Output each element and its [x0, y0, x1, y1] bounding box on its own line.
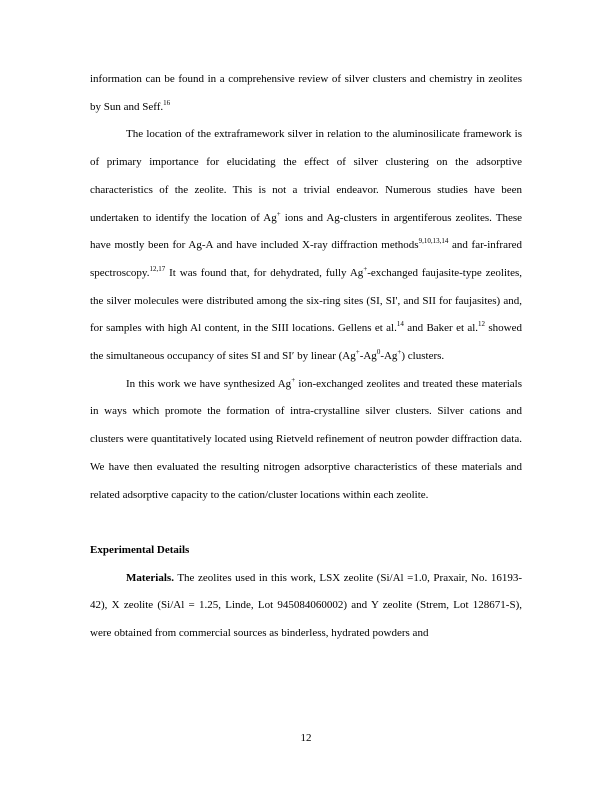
- text: The zeolites used in this work, LSX zeolite (Si/Al =1.0, Praxair, No. 16193-42), X zeolite (Si/Al = 1.25, Linde, Lot 945084060002) and Y zeolite (Strem, Lot 128671-S), were obtained from commercial sources as binderless, hydrated powders and: [90, 571, 522, 640]
- text: ion-exchanged zeolites and treated these materials in ways which promote the formation of intra-crystalline silver clusters. Silver cations and clusters were quantitatively located using Rietveld refinement of neutron powder diffraction data. We have then evaluated the resulting nitrogen adsorptive characteristics of these materials and related adsorptive capacity to the cation/cluster locations within each zeolite.: [90, 377, 522, 501]
- paragraph-3: [90, 371, 522, 510]
- text: It was found that, for dehydrated, fully Ag: [165, 266, 364, 279]
- reference: 16: [163, 98, 171, 107]
- text: -Ag: [359, 350, 377, 363]
- paragraph-4: [90, 565, 522, 648]
- paragraph-2: [90, 121, 522, 370]
- text: -exchanged faujasite-type zeolites, the silver molecules were distributed among the six-ring sites (SI, SI', and SII for faujasites) and, for samples with high Al content, in the SIII locations. Gellens et al.: [90, 266, 522, 335]
- text: information can be found in a comprehensive review of silver clusters and chemistry in zeolites by Sun and Seff.: [90, 73, 522, 113]
- section-heading: Experimental Details: [90, 543, 190, 556]
- superscript: +: [291, 375, 296, 384]
- text: showed the simultaneous occupancy of sites SI and SI′ by linear (Ag: [90, 322, 523, 363]
- spacer: [90, 509, 522, 537]
- superscript: +: [276, 209, 281, 218]
- text: ) clusters.: [401, 350, 445, 363]
- text: and far-infrared spectroscopy.: [90, 239, 523, 279]
- text: ions and Ag-clusters in argentiferous zeolites. These have mostly been for Ag-A and have included X-ray diffraction methods: [90, 211, 522, 252]
- paragraph-1: [90, 66, 522, 121]
- text: -Ag: [380, 350, 398, 363]
- run-in-heading: Materials.: [126, 571, 174, 584]
- superscript: +: [355, 348, 360, 357]
- superscript: +: [397, 348, 402, 357]
- text: The location of the extraframework silver in relation to the aluminosilicate framework is of primary importance for elucidating the effect of silver clustering on the adsorptive characteristics of the zeolite. This is not a trivial endeavor. Numerous studies have been undertaken to identify the location of Ag: [90, 128, 522, 224]
- reference: 12,17: [149, 264, 166, 273]
- text: In this work we have synthesized Ag: [126, 377, 292, 390]
- page-number: 12: [300, 732, 312, 744]
- text: and Baker et al.: [403, 322, 479, 335]
- reference: 12: [478, 320, 486, 329]
- superscript: 0: [376, 348, 381, 357]
- reference: 14: [396, 320, 404, 329]
- reference: 9,10,13,14: [418, 237, 449, 246]
- superscript: +: [363, 264, 368, 273]
- page-body: [90, 66, 522, 648]
